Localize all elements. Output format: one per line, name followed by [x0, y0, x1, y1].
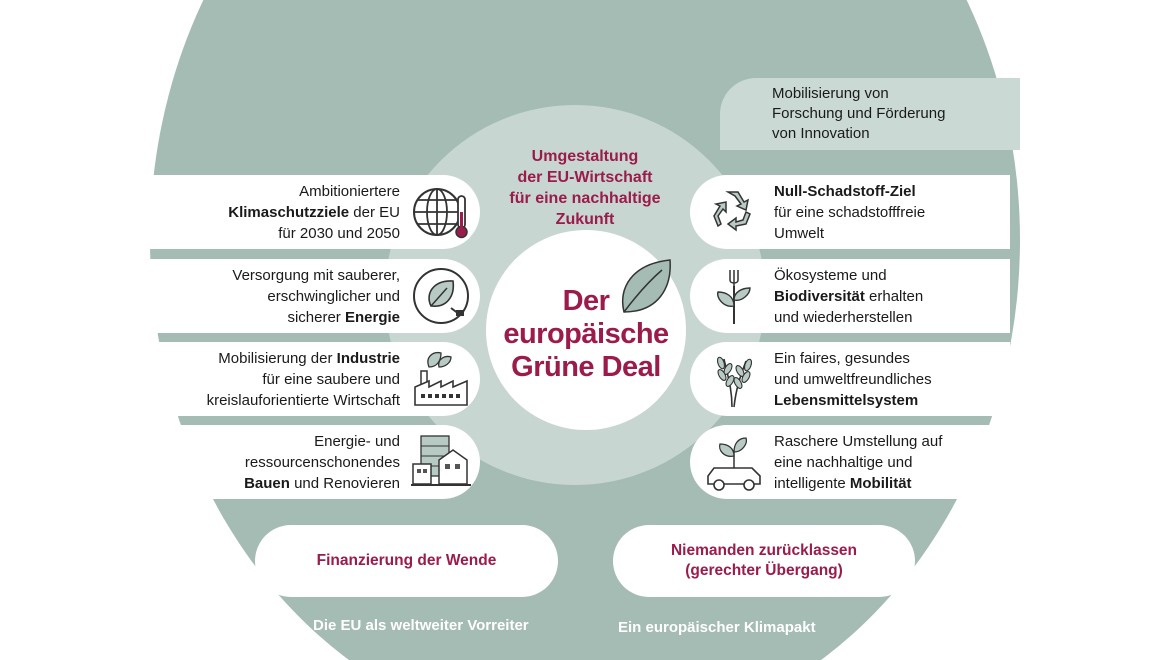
car-leaf-icon [704, 432, 764, 492]
band-text [207, 348, 400, 411]
band-line: Raschere Umstellung auf [774, 433, 943, 450]
band-buildings [140, 425, 480, 499]
ring-label-line: Umgestaltung [531, 148, 639, 165]
buildings-icon [411, 432, 471, 492]
center-title [496, 285, 676, 384]
band-climate-targets [140, 175, 480, 249]
recycle-icon [704, 182, 764, 242]
band-line: ressourcenschonendes [244, 454, 400, 471]
band-zero-pollution [690, 175, 1010, 249]
research-innovation-pill [720, 78, 1020, 150]
band-line: Ökosysteme und [774, 267, 887, 284]
ring-label-line: Zukunft [555, 211, 615, 228]
band-line: für eine saubere und [262, 371, 400, 388]
band-line: kreislauforientierte Wirtschaft [206, 392, 400, 409]
center-title-line: Grüne Deal [511, 351, 661, 383]
ring-label-line: der EU-Wirtschaft [517, 169, 653, 186]
center-title-line: Der [562, 285, 610, 317]
footer-right: Ein europäischer Klimapakt [618, 619, 816, 636]
band-text [774, 265, 923, 328]
pill-text [255, 551, 558, 571]
ring-label [478, 146, 692, 230]
pill-line: (gerechter Übergang) [685, 562, 843, 579]
band-line: Versorgung mit sauberer, [232, 267, 400, 284]
band-line: Biodiversität erhalten [774, 288, 924, 305]
band-line: Bauen und Renovieren [244, 475, 400, 492]
band-line: für eine schadstofffreie [774, 204, 926, 221]
band-mobility [690, 425, 1010, 499]
center-title-line: europäische [503, 318, 669, 350]
band-text [774, 431, 942, 494]
top-pill-line: von Innovation [772, 125, 870, 142]
factory-leaf-icon [411, 349, 471, 409]
band-line: Ambitioniertere [299, 183, 400, 200]
band-biodiversity [690, 259, 1010, 333]
top-pill-line: Forschung und Förderung [772, 105, 946, 122]
band-line: Energie- und [314, 433, 400, 450]
pill-line: Finanzierung der Wende [316, 552, 497, 569]
band-line: intelligente Mobilität [774, 475, 912, 492]
wheat-icon [704, 349, 764, 409]
just-transition-pill [613, 525, 915, 597]
band-line: und umweltfreundliches [774, 371, 932, 388]
band-line: eine nachhaltige und [774, 454, 913, 471]
research-innovation-text [772, 84, 945, 144]
band-line: Klimaschutzziele der EU [228, 204, 400, 221]
band-line: Null-Schadstoff-Ziel [774, 183, 916, 200]
band-text [774, 348, 932, 411]
ring-label-line: für eine nachhaltige [509, 190, 661, 207]
band-text [244, 431, 400, 494]
band-clean-energy [140, 259, 480, 333]
band-text [774, 181, 925, 244]
band-line: und wiederherstellen [774, 309, 913, 326]
band-text [232, 265, 400, 328]
top-pill-line: Mobilisierung von [772, 85, 889, 102]
pill-text [613, 541, 915, 581]
footer-left: Die EU als weltweiter Vorreiter [313, 617, 529, 634]
band-line: Mobilisierung der Industrie [218, 350, 400, 367]
band-food-system [690, 342, 1010, 416]
band-line: sicherer Energie [287, 309, 400, 326]
pill-line: Niemanden zurücklassen [670, 542, 858, 559]
plant-fork-icon [704, 266, 764, 326]
financing-pill [255, 525, 558, 597]
band-line: erschwinglicher und [267, 288, 400, 305]
band-line: Ein faires, gesundes [774, 350, 910, 367]
band-text [228, 181, 400, 244]
band-line: Lebensmittelsystem [774, 392, 919, 409]
globe-thermometer-icon [411, 182, 471, 242]
band-line: Umwelt [774, 225, 825, 242]
band-industry [140, 342, 480, 416]
band-line: für 2030 und 2050 [278, 225, 400, 242]
leaf-plug-icon [411, 266, 471, 326]
